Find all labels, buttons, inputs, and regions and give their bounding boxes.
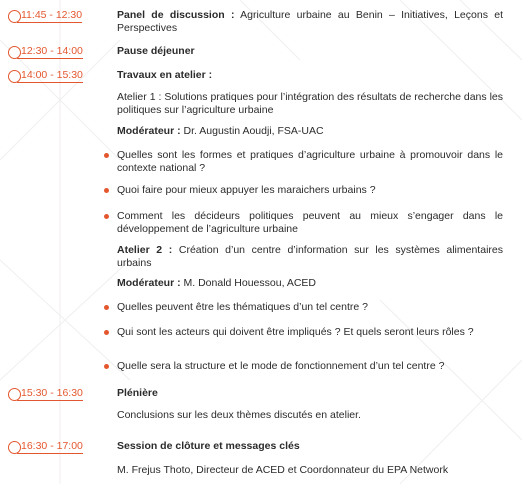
bullet-icon xyxy=(104,305,109,310)
atelier-1-description: Atelier 1 : Solutions pratiques pour l’intégration des résultats de recherche dans les politiques sur l’agriculture urbaine xyxy=(117,91,503,116)
atelier-2-moderator: Modérateur : M. Donald Houessou, ACED xyxy=(117,277,316,289)
question-item: Quelles sont les formes et pratiques d’agriculture urbaine à promouvoir dans le contexte national ? xyxy=(117,149,503,174)
session-description: Panel de discussion : Agriculture urbaine au Benin – Initiatives, Leçons et Perspectives xyxy=(117,9,503,34)
session-description: M. Frejus Thoto, Directeur de ACED et Coordonnateur du EPA Network xyxy=(117,464,449,476)
time-badge: 12:30 - 14:00 xyxy=(8,45,83,59)
time-badge: 15:30 - 16:30 xyxy=(8,387,83,401)
session-title: Plénière xyxy=(117,387,158,399)
atelier-2-description: Atelier 2 : Création d’un centre d’information sur les systèmes alimentaires urbains xyxy=(117,244,503,269)
question-item: Qui sont les acteurs qui doivent être impliqués ? Et quels seront leurs rôles ? xyxy=(117,326,474,338)
bullet-icon xyxy=(104,153,109,158)
atelier-1-moderator: Modérateur : Dr. Augustin Aoudji, FSA-UAC xyxy=(117,125,324,137)
session-description: Conclusions sur les deux thèmes discutés en atelier. xyxy=(117,409,361,421)
time-badge: 16:30 - 17:00 xyxy=(8,440,83,454)
time-badge: 14:00 - 15:30 xyxy=(8,69,83,83)
bullet-icon xyxy=(104,214,109,219)
bullet-icon xyxy=(104,330,109,335)
session-title: Pause déjeuner xyxy=(117,45,195,57)
question-item: Quelle sera la structure et le mode de fonctionnement d’un tel centre ? xyxy=(117,360,445,372)
time-badge: 11:45 - 12:30 xyxy=(8,9,82,23)
question-item: Comment les décideurs politiques peuvent au mieux s’engager dans le développement de l’agriculture urbaine xyxy=(117,210,503,235)
bullet-icon xyxy=(104,188,109,193)
session-title: Travaux en atelier : xyxy=(117,69,213,81)
question-item: Quoi faire pour mieux appuyer les maraichers urbains ? xyxy=(117,184,376,196)
question-item: Quelles peuvent être les thématiques d’un tel centre ? xyxy=(117,301,368,313)
bullet-icon xyxy=(104,364,109,369)
session-title: Session de clôture et messages clés xyxy=(117,440,300,452)
